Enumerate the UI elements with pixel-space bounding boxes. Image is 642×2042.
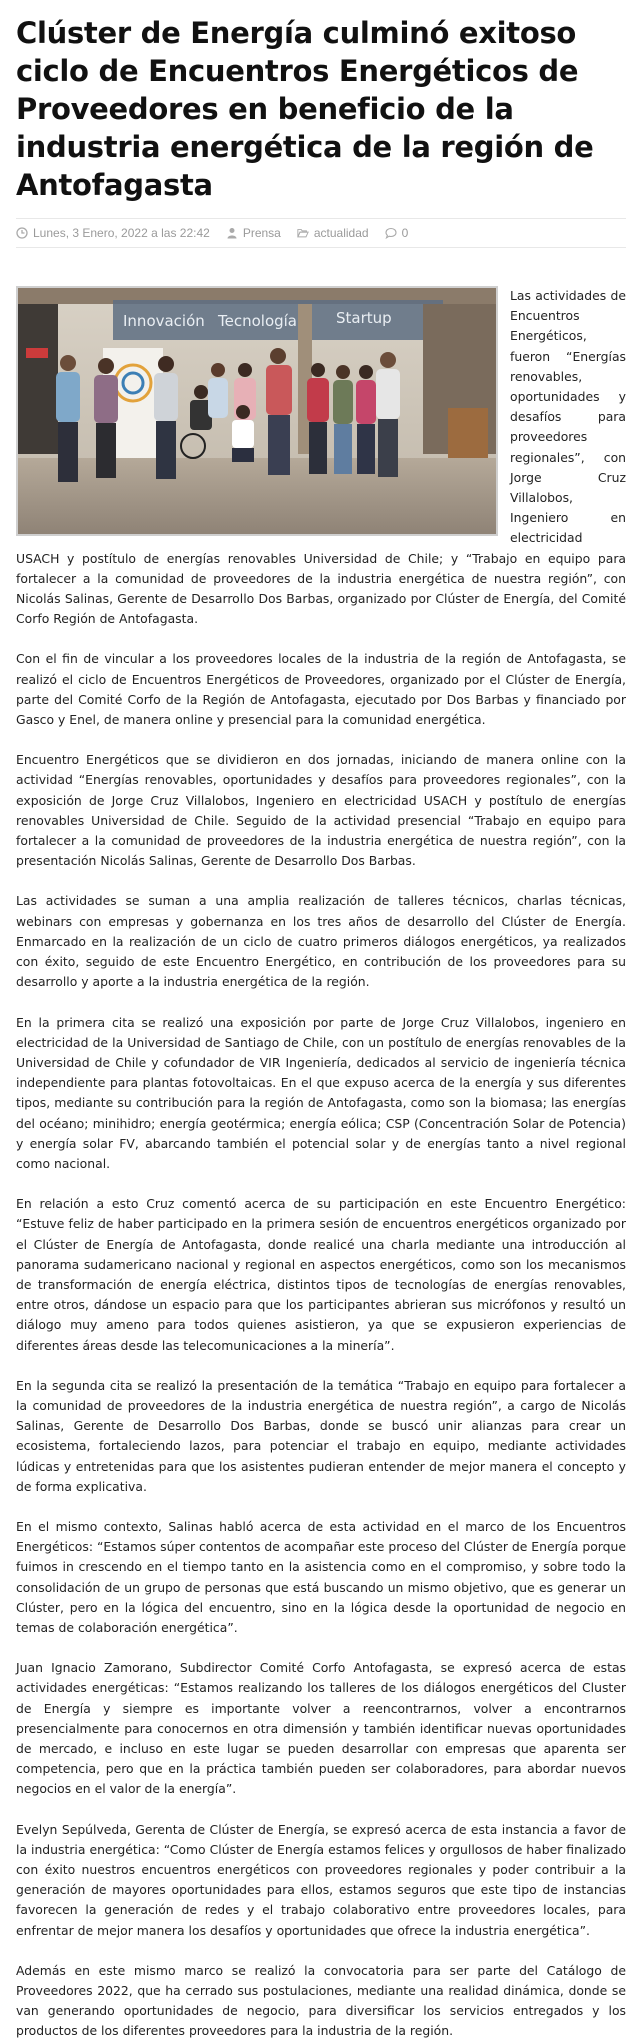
paragraph-6: En relación a esto Cruz comentó acerca de su participación en este Encuentro Energético: “Estuve feliz de haber participado en la primera sesión de encuentros energéticos organizado por el Clúster de Energía de Antofagasta, donde realicé una charla mediante una introducción al panorama sudamericano nacional y regional en aspectos energéticos, como son los mecanismos de transformación de energía eléctrica, distintos tipos de tecnologías de energías renovables, entre otros, dándose un espacio para que los participantes abrieran sus micrófonos y resultó un diálogo muy ameno para todos quienes asistieron, ya que se expusieron experiencias de diferentes áreas desde las telecomunicaciones a la minería”.: [16, 1196, 626, 1353]
article-body: [16, 286, 626, 2042]
user-icon: [226, 227, 238, 239]
paragraph-9: Juan Ignacio Zamorano, Subdirector Comité Corfo Antofagasta, se expresó acerca de estas actividades energéticas: “Estamos realizando los talleres de los diálogos energéticos del Cluster de Energía y siempre es importante volver a reencontrarnos, volver a encontrarnos presencialmente para conocernos en otra dimensión y también identificar nuevas oportunidades de mercado, e incluso en este lugar se pueden desarrollar con empresas que aparenta ser competencia, pero que en la práctica también pueden ser colaboradores, para abordar nuevos negocios en el valor de la energía”.: [16, 1660, 626, 1797]
paragraph-7: En la segunda cita se realizó la presentación de la temática “Trabajo en equipo para fortalecer a la comunidad de proveedores de la industria energética de nuestra región”, a cargo de Nicolás Salinas, Gerente de Desarrollo Dos Barbas, donde se buscó unir alianzas para crear un ecosistema, fortaleciendo lazos, para potenciar el trabajo en equipo, mediante actividades lúdicas y entretenidas para que los asistentes pudieran entender de mejor manera el concepto y de forma explicativa.: [16, 1377, 626, 1494]
paragraph-4: Las actividades se suman a una amplia realización de talleres técnicos, charlas técnicas, webinars con empresas y gobernanza en los tres años de desarrollo del Clúster de Energía. Enmarcado en la realización de un ciclo de cuatro primeros diálogos energéticos, ya realizados con éxito, seguido de este Encuentro Energético, en contribución de los proveedores para su desarrollo y aporte a la industria energética de la región.: [16, 893, 626, 990]
meta-date: [16, 226, 210, 240]
paragraph-11: Además en este mismo marco se realizó la convocatoria para ser parte del Catálogo de Proveedores 2022, que ha cerrado sus postulaciones, mediante una realidad dinámica, donde se van generando oportunidades de negocio, para diversificar los servicios entregados y los productos de los diferentes proveedores para la industria de la región.: [16, 1962, 626, 2039]
meta-category-link[interactable]: actualidad: [313, 226, 369, 240]
banner-word-2: Tecnología: [218, 312, 297, 330]
paragraph-2: Con el fin de vincular a los proveedores locales de la industria de la región de Antofagasta, se realizó el ciclo de Encuentros Energéticos de Proveedores, organizado por el Clúster de Energía, parte del Comité Corfo de la Región de Antofagasta, ejecutado por Dos Barbas y financiado por Gasco y Enel, de manera online y presencial para la comunidad energética.: [16, 651, 626, 728]
paragraph-8: En el mismo contexto, Salinas habló acerca de esta actividad en el marco de los Encuentros Energéticos: “Estamos súper contentos de acompañar este proceso del Clúster de Energía porque fuimos in crescendo en el tiempo tanto en la asistencia como en el compromiso, y sobre todo la consolidación de un grupo de personas que está buscando un mismo objetivo, que es generar un Clúster, pero en la lógica del encuentro, sino en la lógica desde la oportunidad de negocio en temas de colaboración energética”.: [16, 1518, 626, 1635]
meta-comments-link[interactable]: 0: [401, 226, 409, 240]
clock-icon: [16, 227, 28, 239]
article-title: Clúster de Energía culminó exitoso ciclo de Encuentros Energéticos de Proveedores en beneficio de la industria energética de la región de Antofagasta: [16, 16, 594, 202]
folder-open-icon: [297, 227, 309, 239]
article-photo: [16, 286, 498, 536]
comment-icon: [385, 227, 397, 239]
banner-word-3: Startup: [336, 309, 392, 327]
paragraph-3: Encuentro Energéticos que se dividieron en dos jornadas, iniciando de manera online con la actividad “Energías renovables, oportunidades y desafíos para proveedores regionales”, con la exposición de Jorge Cruz Villalobos, Ingeniero en electricidad USACH y postítulo de energías renovables Universidad de Chile. Seguido de la actividad presencial “Trabajo en equipo para fortalecer a la comunidad de proveedores de la industria energética de nuestra región”, con la presentación Nicolás Salinas, Gerente de Desarrollo Dos Barbas.: [16, 752, 626, 869]
group-photo-image: [18, 288, 496, 534]
meta-category[interactable]: [297, 226, 369, 240]
paragraph-1: Las actividades de Encuentros Energéticos, fueron “Energías renovables, oportunidades y desafíos para proveedores regionales”, con Jorge Cruz Villalobos, Ingeniero en electricidad USACH y postítulo de energías renovables Universidad de Chile; y “Trabajo en equipo para fortalecer a la comunidad de proveedores de la industria energética de nuestra región”, con Nicolás Salinas, Gerente de Desarrollo Dos Barbas, organizado por Clúster de Energía, del Comité Corfo Región de Antofagasta.: [16, 288, 626, 627]
meta-comments[interactable]: [385, 226, 409, 240]
paragraph-10: Evelyn Sepúlveda, Gerenta de Clúster de Energía, se expresó acerca de esta instancia a favor de la industria energética: “Como Clúster de Energía estamos felices y orgullosos de haber finalizado con éxito nuestros encuentros energéticos con proveedores regionales y poder contribuir a la generación de mayores oportunidades para ellos, estamos seguros que este tipo de instancias favorecen la generación de redes y el trabajo colaborativo entre proveedores locales, para enfrentar de mejor manera los desafíos y oportunidades que ofrece la industria energética”.: [16, 1821, 626, 1938]
article-meta: [16, 218, 626, 248]
paragraph-5: En la primera cita se realizó una exposición por parte de Jorge Cruz Villalobos, ingeniero en electricidad de la Universidad de Santiago de Chile, con un postítulo de energías renovables de la Universidad de Chile y cofundador de VIR Ingeniería, dedicados al servicio de ingeniería técnica independiente para plantas fotovoltaicas. En el que expuso acerca de la energía y sus diferentes tipos, mediante su contribución para la región de Antofagasta, como son la biomasa; las energías del océano; minihidro; energía geotérmica; energía eólica; CSP (Concentración Solar de Potencia) y energía solar FV, abarcando también el potencial solar y de energías tanto a nivel regional como nacional.: [16, 1014, 626, 1171]
banner-word-1: Innovación: [123, 312, 205, 330]
meta-author[interactable]: [226, 226, 281, 240]
meta-date-text: Lunes, 3 Enero, 2022 a las 22:42: [33, 226, 210, 240]
meta-author-link[interactable]: Prensa: [242, 226, 281, 240]
